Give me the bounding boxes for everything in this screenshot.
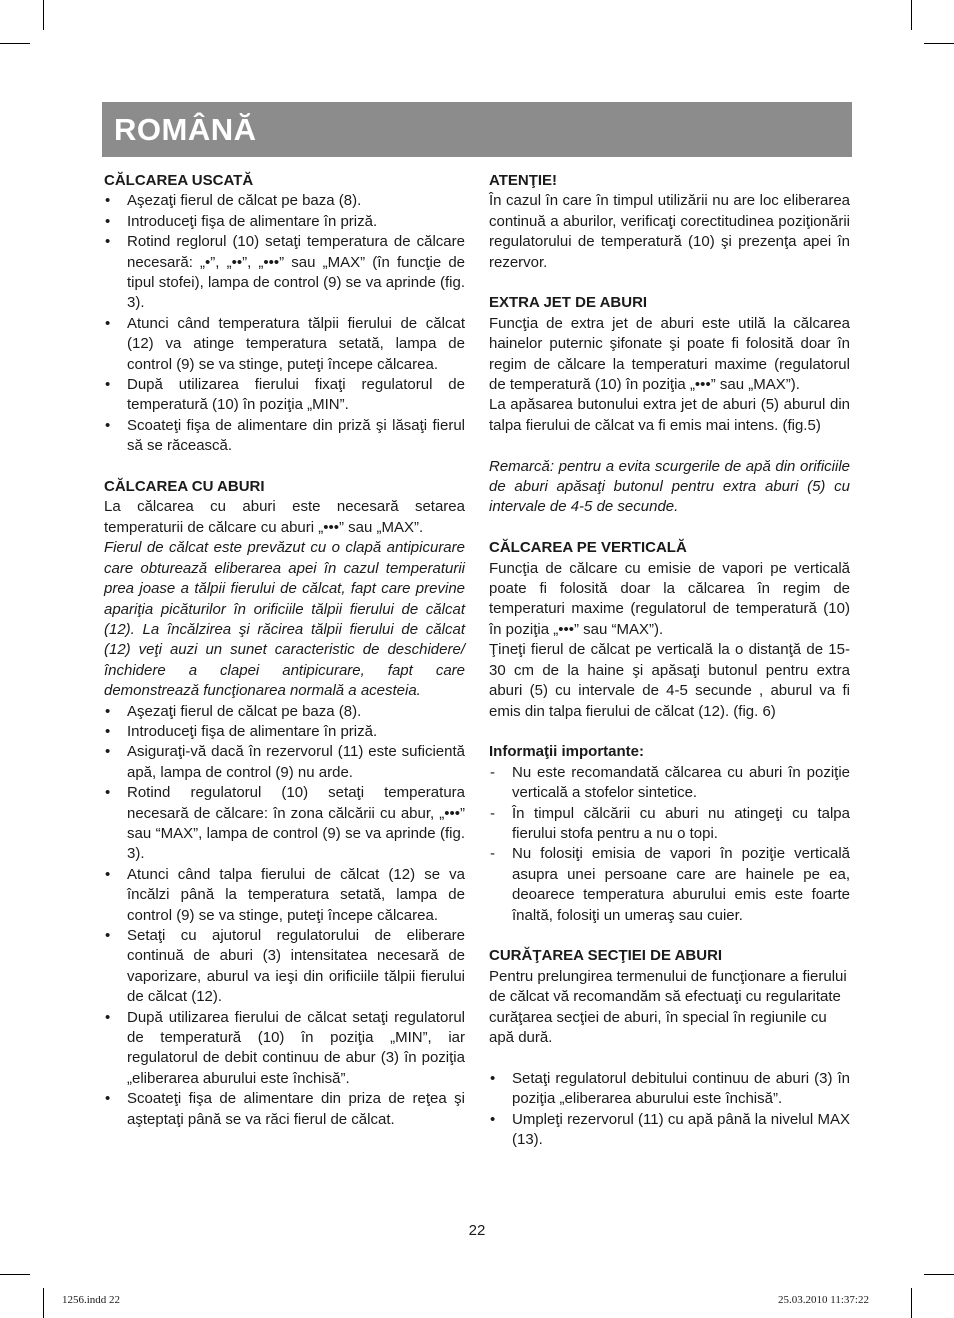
vertical-instructions: Ţineţi fierul de călcat pe verticală la o distanţă de 15-30 cm de la haine şi apăsaţi butonul pentru extra aburi (5) cu intervale de 4-5 secunde , aburul va fi emis din talpa fierului de călcat (12). (fig. 6) <box>489 641 850 720</box>
crop-mark <box>0 1274 30 1275</box>
section-heading-extra-jet: EXTRA JET DE ABURI <box>489 294 648 312</box>
list-item: • Introduceţi fişa de alimentare în priză. <box>105 722 378 740</box>
crop-mark <box>924 43 954 44</box>
list-item: • După utilizarea fierului de călcat setaţi regulatorul de temperatură (10) în poziţia „MIN”, iar regulatorul de debit continuu de abur (3) în poziţia „eliberarea aburului este închisă”. <box>105 1008 465 1087</box>
crop-mark <box>43 1288 44 1318</box>
section-heading-dry-ironing: CĂLCAREA USCATĂ <box>104 172 254 189</box>
list-item: • Scoateţi fişa de alimentare din priză şi lăsaţi fierul să se răcească. <box>105 416 465 455</box>
list-item: • Introduceţi fişa de alimentare în priză. <box>105 212 378 230</box>
cleaning-list <box>489 1069 850 1151</box>
crop-mark <box>911 0 912 30</box>
list-item: • Asiguraţi-vă dacă în rezervorul (11) este suficientă apă, lampa de control (9) nu arde. <box>105 743 465 781</box>
page-title: ROMÂNĂ <box>114 112 257 147</box>
dry-ironing-list <box>104 191 465 456</box>
crop-mark <box>0 43 30 44</box>
attention-text: În cazul în care în timpul utilizării nu are loc eliberarea continuă a aburilor, verificaţi corectitudinea poziţionării regulatorului de temperatură (10) şi prezenţa apei în rezervor. <box>489 192 850 271</box>
list-item: • După utilizarea fierului fixaţi regulatorul de temperatură (10) în poziţia „MIN”. <box>105 376 465 414</box>
list-item: • Scoateţi fişa de alimentare din priza de reţea şi aşteptaţi până se va răci fierul de călcat. <box>105 1090 465 1128</box>
list-item: • Rotind reglorul (10) setaţi temperatura de călcare necesară: „•”, „••”, „•••” sau „MAX” (în funcţie de tipul stofei), lampa de control (9) se va aprinde (fig. 3). <box>105 233 465 312</box>
section-heading-attention: ATENŢIE! <box>489 172 558 189</box>
section-heading-important-info: Informaţii importante: <box>489 743 645 761</box>
footer-datetime: 25.03.2010 11:37:22 <box>778 1294 869 1306</box>
list-item: - Nu este recomandată călcarea cu aburi în poziţie verticală a stofelor sintetice. <box>490 763 850 802</box>
page-number: 22 <box>468 1222 486 1239</box>
list-item: • Rotind regulatorul (10) setaţi temperatura necesară de călcare: în zona călcării cu abur, „•••” sau “MAX”, lampa de control (9) se va aprinde (fig. 3). <box>105 784 465 863</box>
list-item: • Aşezaţi fierul de călcat pe baza (8). <box>105 192 362 210</box>
footer-filename: 1256.indd 22 <box>62 1294 121 1306</box>
section-heading-vertical: CĂLCAREA PE VERTICALĂ <box>489 539 687 557</box>
left-column <box>104 171 465 1130</box>
crop-mark <box>924 1274 954 1275</box>
important-info-list <box>489 763 850 926</box>
section-heading-steam-ironing: CĂLCAREA CU ABURI <box>104 478 265 496</box>
extra-jet-text: Funcţia de extra jet de aburi este utilă la călcarea hainelor puternic şifonate şi poate fi folosită doar în regim de călcare la temperaturi maxime (regulatorul de temperatură (10) în poziţia „•••” sau „MAX”). <box>489 314 850 394</box>
crop-mark <box>911 1288 912 1318</box>
list-item: • Atunci când temperatura tălpii fierului de călcat (12) va atinge temperatura setată, lampa de control (9) se va stinge, puteţi începe călcarea. <box>105 314 465 373</box>
extra-jet-button-text: La apăsarea butonului extra jet de aburi (5) aburul din talpa fierului de călcat va fi emis mai intens. (fig.5) <box>489 396 850 434</box>
right-column <box>489 171 850 1150</box>
list-item: • Umpleţi rezervorul (11) cu apă până la nivelul MAX (13). <box>490 1110 850 1148</box>
list-item: • Atunci când talpa fierului de călcat (12) se va încălzi până la temperatura setată, lampa de control (9) se va stinge, puteţi începe călcarea. <box>105 865 465 924</box>
section-heading-cleaning: CURĂŢAREA SECŢIEI DE ABURI <box>489 947 723 965</box>
list-item: - Nu folosiţi emisia de vapori în poziţie verticală asupra unei persoane care are hainele pe ea, deoarece temperatura aburului emis este foarte înaltă, folosiţi un umeraş sau cuier. <box>490 845 850 924</box>
cleaning-text: Pentru prelungirea termenului de funcţionare a fierului de călcat vă recomandăm să efectuaţi cu regularitate curăţarea secţiei de aburi, în special în regiunile cu apă dură. <box>489 967 847 1046</box>
list-item: • Setaţi cu ajutorul regulatorului de eliberare continuă de aburi (3) intensitatea necesară de vaporizare, aburul va ieşi din orificiile tălpii fierului de călcat (12). <box>105 927 465 1006</box>
list-item: • Setaţi regulatorul debitului continuu de aburi (3) în poziţia „eliberarea aburului este închisă”. <box>490 1069 850 1108</box>
list-item: - În timpul călcării cu aburi nu atingeţi cu talpa fierului stofa pentru a nu o topi. <box>490 804 850 842</box>
steam-antidrip-note: Fierul de călcat este prevăzut cu o clapă antipicurare care obturează eliberarea apei în cazul temperaturii prea joase a tălpii fierului de călcat, fapt care previne apariţia picăturilor în orificiile tălpii fierului de călcat (12). La încălzirea şi răcirea tălpii fierului de călcat (12) veţi auzi un sunet caracteristic de deschidere/închidere a clapei antipicurare, fapt care demonstrează funcţionarea normală a acesteia. <box>104 539 465 700</box>
steam-intro: La călcarea cu aburi este necesară setarea temperaturii de călcare cu aburi „•••” sau „MAX”. <box>104 498 465 536</box>
vertical-text: Funcţia de călcare cu emisie de vapori pe verticală poate fi folosită doar la călcarea în regim de temperaturi maxime (regulatorul de temperatură (10) în poziţia „•••” sau “MAX”). <box>489 559 850 638</box>
list-item: • Aşezaţi fierul de călcat pe baza (8). <box>105 702 362 720</box>
extra-jet-remark: Remarcă: pentru a evita scurgerile de apă din orificiile de aburi apăsaţi butonul pentru extra aburi (5) cu intervale de 4-5 de secunde. <box>489 457 850 516</box>
steam-ironing-list <box>104 702 465 1131</box>
language-banner <box>102 102 852 157</box>
crop-mark <box>43 0 44 30</box>
